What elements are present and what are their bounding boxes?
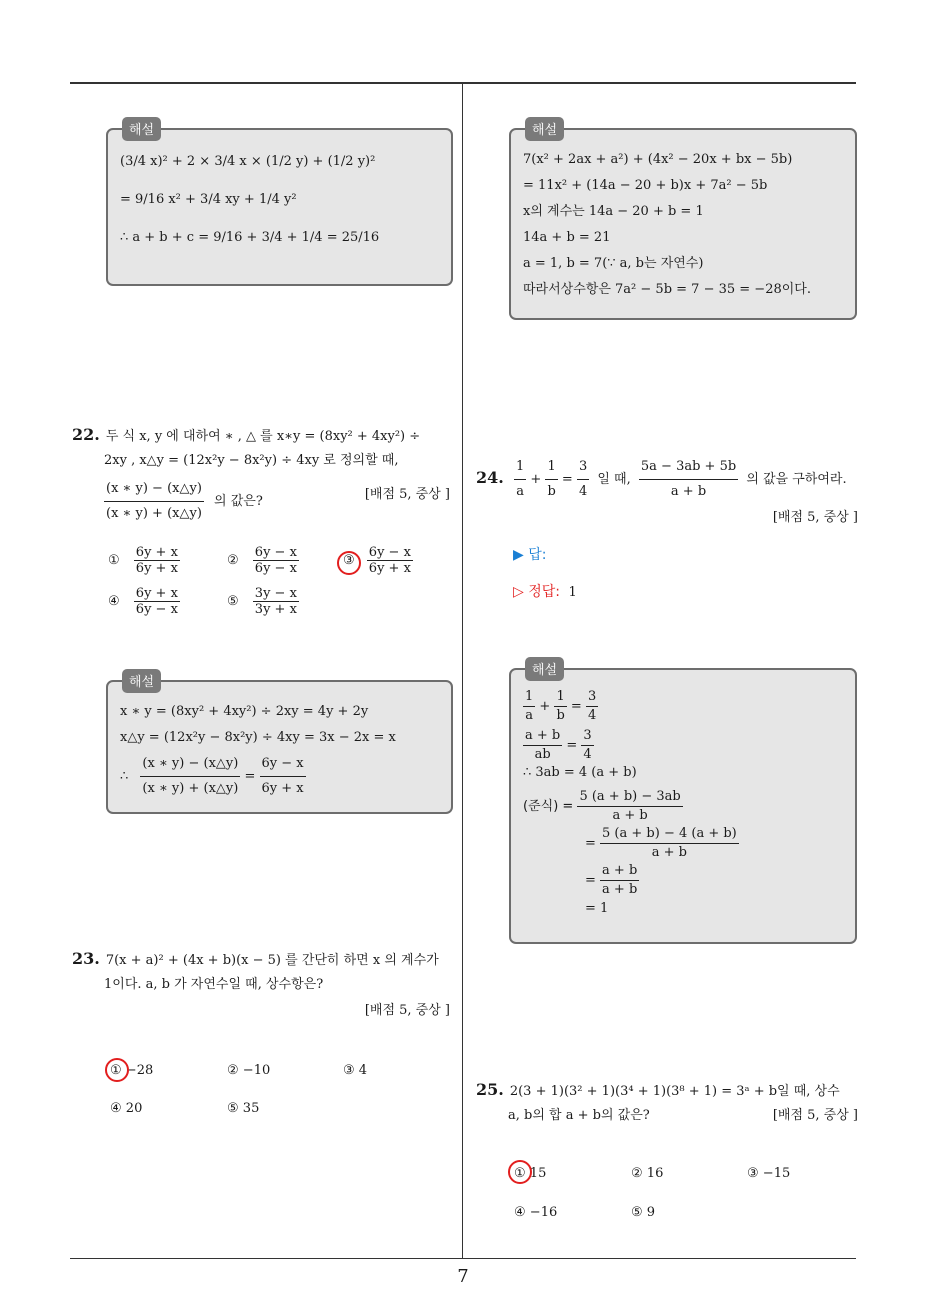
solution-line: ∴ $\frac{(x ∗ y) - (x\triangle y)}{(x ∗ y) + (x\triangle y)}$ = $\frac{6y - x}{6y + x}$ [120,752,439,801]
solution-box-22 [106,675,453,814]
column-divider [462,84,463,1258]
grade-label: [배점 5, 중상 ] [772,1108,858,1123]
solution-tag: 해설 [525,657,564,681]
grade-label: [배점 5, 중상 ] [364,1003,450,1018]
solution-line: = $\frac{a + b}{a + b}$ [585,863,638,897]
correct-answer-label: ▷ 정답: 1 [513,584,577,600]
question-text: 7(x + a)² + (4x + b)(x − 5) 를 간단히 하면 x 의 계수가 [105,953,439,968]
solution-line: (준식) = $\frac{5 (a + b) - 3ab}{a + b}$ [523,789,681,823]
question-text: 2(3 + 1)(3² + 1)(3⁴ + 1)(3⁸ + 1) = 3ᵃ + b일 때, 상수 [509,1084,840,1099]
answer-input[interactable] [580,540,820,564]
solution-line: 14a + b = 21 [523,230,611,245]
solution-tag: 해설 [122,117,161,141]
question-22 [72,423,456,526]
solution-line: x의 계수는 14a − 20 + b = 1 [523,204,704,219]
question-text: a, b의 합 a + b의 값은? [508,1108,650,1123]
solution-line: = 11x² + (14a − 20 + b)x + 7a² − 5b [523,178,768,193]
answer-circle-mark [508,1160,532,1184]
question-text: 1이다. a, b 가 자연수일 때, 상수항은? [104,977,324,992]
solution-box-20 [509,123,857,320]
question-number: 25. [476,1080,504,1099]
solution-line: ∴ a + b + c = 9/16 + 3/4 + 1/4 = 25/16 [120,230,380,245]
solution-line: = $\frac{5 (a + b) - 4 (a + b)}{a + b}$ [585,826,737,860]
solution-line: ∴ 3ab = 4 (a + b) [523,765,637,780]
solution-line: = 1 [585,901,609,916]
solution-line: 따라서상수항은 7a² − 5b = 7 − 35 = −28이다. [523,282,811,297]
answer-circle-mark [105,1058,129,1082]
choice-3[interactable]: ③ $\frac{6y - x}{6y + x}$ [343,545,411,576]
choice-1[interactable]: ① 15 [514,1166,547,1181]
solution-line: x ∗ y = (8xy² + 4xy²) ÷ 2xy = 4y + 2y [120,704,369,719]
page-number: 7 [457,1266,469,1287]
top-rule [70,82,856,84]
grade-label: [배점 5, 중상 ] [364,487,450,502]
solution-line: a = 1, b = 7(∵ a, b는 자연수) [523,256,704,271]
question-text: 의 값은? [214,494,263,509]
solution-tag: 해설 [525,117,564,141]
choice-5[interactable]: ⑤ 35 [227,1101,260,1116]
choice-3[interactable]: ③ −15 [747,1166,791,1181]
choice-3[interactable]: ③ 4 [343,1063,368,1078]
choice-5[interactable]: ⑤ $\frac{3y - x}{3y + x}$ [227,586,297,617]
question-number: 23. [72,949,100,968]
question-number: 22. [72,425,100,444]
choice-5[interactable]: ⑤ 9 [631,1205,656,1220]
choice-4[interactable]: ④ $\frac{6y + x}{6y - x}$ [108,586,178,617]
choice-2[interactable]: ② −10 [227,1063,271,1078]
question-fraction: $\frac{(x ∗ y) - (x\triangle y)}{(x ∗ y) + (x\triangle y)}$ [104,477,204,526]
solution-line: = 9/16 x² + 3/4 xy + 1/4 y² [120,192,297,207]
solution-tag: 해설 [122,669,161,693]
solution-line: $\frac{a + b}{ab}$ = $\frac{3}{4}$ [525,728,592,762]
solution-line: x△y = (12x²y − 8x²y) ÷ 4xy = 3x − 2x = x [120,730,396,745]
question-text: 의 값을 구하여라. [746,472,847,487]
choice-2[interactable]: ② 16 [631,1166,664,1181]
bottom-rule [70,1258,856,1259]
question-25 [476,1078,858,1128]
answer-circle-mark [337,551,361,575]
question-text: 일 때, [597,472,631,487]
solution-line: $\frac{1}{a}$ + $\frac{1}{b}$ = $\frac{3}{4}$ [525,689,597,723]
question-number: 24. [476,468,504,487]
answer-prompt: ▶ 답: [513,547,547,563]
question-24: 24. $\frac{1}{a}$ + $\frac{1}{b}$ = $\frac{3}{4}$ 일 때, $\frac{5a - 3ab + 5b}{a + b}$ 의 값을 구하여라. [배점 5, 중상 ] [476,455,858,530]
solution-box-21 [106,123,453,286]
solution-line: 7(x² + 2ax + a²) + (4x² − 20x + bx − 5b) [523,152,793,167]
choice-1[interactable]: ① $\frac{6y + x}{6y + x}$ [108,545,178,576]
question-text: 두 식 x, y 에 대하여 ∗ , △ 를 x∗y = (8xy² + 4xy²) ÷ [105,429,421,444]
question-text: 2xy , x△y = (12x²y − 8x²y) ÷ 4xy 로 정의할 때, [104,453,399,468]
choice-4[interactable]: ④ −16 [514,1205,558,1220]
solution-line: (3/4 x)² + 2 × 3/4 x × (1/2 y) + (1/2 y)² [120,154,376,169]
correct-answer-value: 1 [568,585,577,600]
choice-2[interactable]: ② $\frac{6y - x}{6y - x}$ [227,545,297,576]
question-23 [72,947,456,1023]
choice-1[interactable]: ① −28 [110,1063,154,1078]
grade-label: [배점 5, 중상 ] [772,510,858,525]
choice-4[interactable]: ④ 20 [110,1101,143,1116]
solution-box-24 [509,663,857,944]
